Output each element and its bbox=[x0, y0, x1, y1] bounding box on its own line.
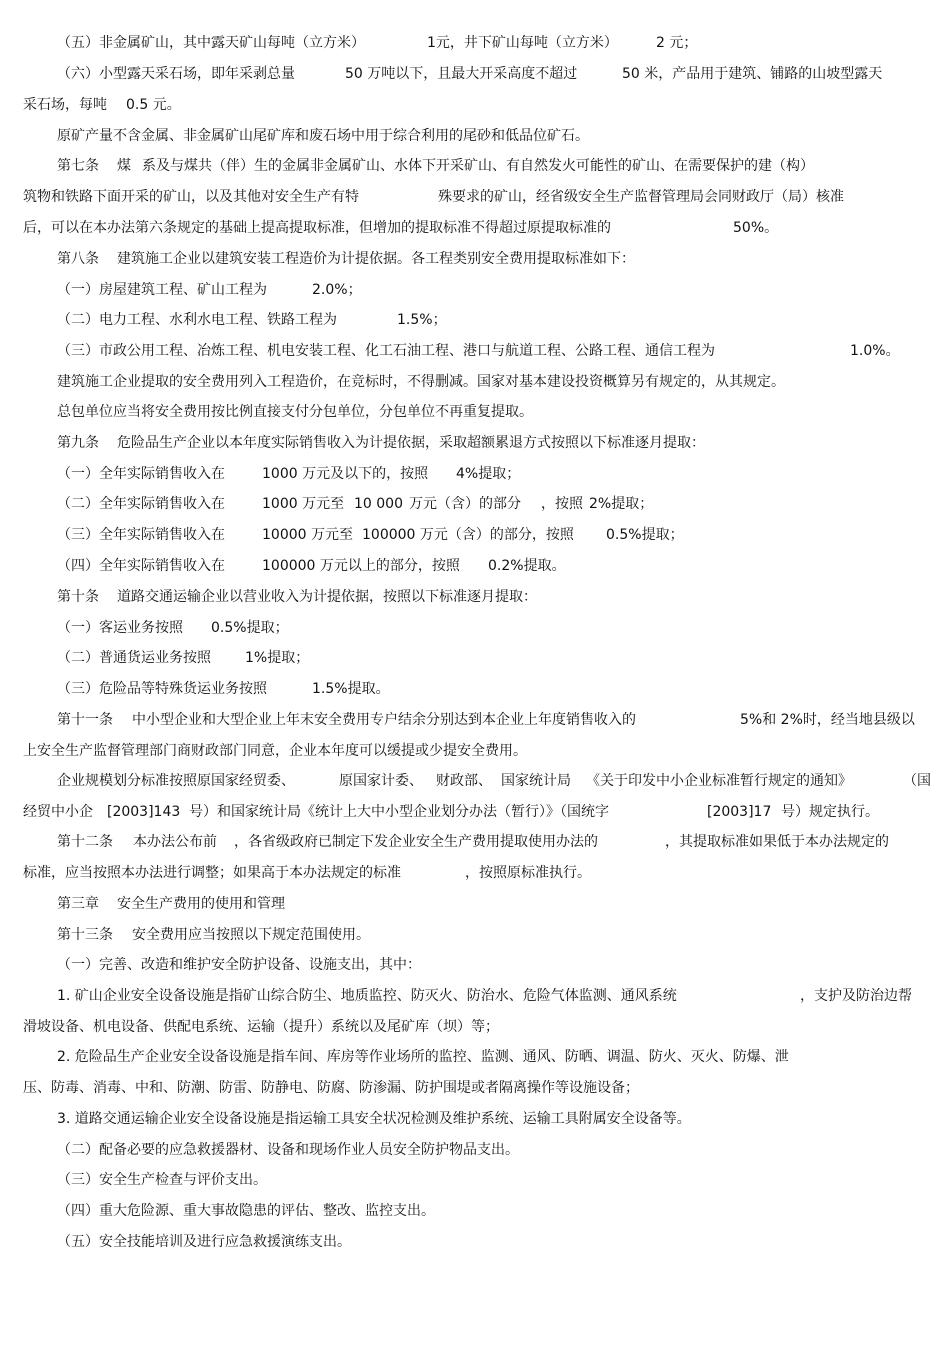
text-segment: 1.5%提取。 bbox=[312, 681, 390, 697]
text-line bbox=[0, 770, 950, 792]
text-segment: （五）非金属矿山，其中露天矿山每吨（立方米） bbox=[57, 35, 365, 51]
text-segment: （一）客运业务按照 bbox=[57, 620, 183, 636]
text-line bbox=[0, 924, 950, 946]
text-segment: ，支护及防治边帮 bbox=[800, 988, 912, 1004]
text-segment: 2 元； bbox=[656, 35, 698, 51]
text-segment: （五）安全技能培训及进行应急救援演练支出。 bbox=[57, 1234, 351, 1250]
text-segment: 3. 道路交通运输企业安全设备设施是指运输工具安全状况检测及维护系统、运输工具附属安全设备等。 bbox=[57, 1111, 691, 1127]
text-line bbox=[0, 1046, 950, 1068]
text-segment: ，按照 bbox=[541, 496, 583, 512]
text-segment: 殊要求的矿山，经省级安全生产监督管理局会同财政厅（局）核准 bbox=[438, 189, 844, 205]
text-segment: （三）全年实际销售收入在 bbox=[57, 527, 225, 543]
text-line bbox=[0, 401, 950, 423]
text-segment: 原国家计委、 bbox=[339, 773, 423, 789]
text-segment: 煤 bbox=[117, 158, 131, 174]
text-line bbox=[0, 709, 950, 731]
text-segment: 1.5%； bbox=[397, 312, 447, 328]
text-segment: 第十三条 bbox=[57, 927, 113, 943]
text-segment: 原矿产量不含金属、非金属矿山尾矿库和废石场中用于综合利用的尾砂和低品位矿石。 bbox=[57, 128, 589, 144]
text-segment: （六）小型露天采石场，即年采剥总量 bbox=[57, 66, 295, 82]
text-segment: 危险品生产企业以本年度实际销售收入为计提依据，采取超额累退方式按照以下标准逐月提取： bbox=[117, 435, 705, 451]
text-segment: （三）危险品等特殊货运业务按照 bbox=[57, 681, 267, 697]
text-line bbox=[0, 1077, 950, 1099]
text-segment: 2.0%； bbox=[312, 282, 362, 298]
text-segment: 系及与煤共（伴）生的金属非金属矿山、水体下开采矿山、有自然发火可能性的矿山、在需要保护的建（构） bbox=[142, 158, 814, 174]
text-segment: ，按照原标准执行。 bbox=[465, 865, 591, 881]
text-line bbox=[0, 1231, 950, 1253]
text-segment: 滑坡设备、机电设备、供配电系统、运输（提升）系统以及尾矿库（坝）等； bbox=[23, 1019, 499, 1035]
text-line bbox=[0, 555, 950, 577]
text-segment: 10000 万元至 bbox=[262, 527, 353, 543]
text-segment: 10 000 bbox=[354, 496, 403, 512]
text-line bbox=[0, 1016, 950, 1038]
text-line bbox=[0, 63, 950, 85]
text-line bbox=[0, 340, 950, 362]
text-segment: 50%。 bbox=[733, 220, 779, 236]
text-segment: ，其提取标准如果低于本办法规定的 bbox=[665, 834, 889, 850]
text-line bbox=[0, 801, 950, 823]
text-segment: （三）市政公用工程、冶炼工程、机电安装工程、化工石油工程、港口与航道工程、公路工程、通信工程为 bbox=[57, 343, 715, 359]
text-segment: 第三章 bbox=[57, 896, 99, 912]
text-segment: 第十二条 bbox=[57, 834, 113, 850]
text-line bbox=[0, 371, 950, 393]
text-segment: 第八条 bbox=[57, 251, 99, 267]
text-segment: 本办法公布前 bbox=[133, 834, 217, 850]
text-segment: 《关于印发中小企业标准暂行规定的通知》 bbox=[586, 773, 852, 789]
text-segment: 100000 万元（含）的部分，按照 bbox=[362, 527, 574, 543]
text-line bbox=[0, 1139, 950, 1161]
text-line bbox=[0, 32, 950, 54]
text-segment: 标准，应当按照本办法进行调整；如果高于本办法规定的标准 bbox=[23, 865, 401, 881]
text-segment: 5%和 2%时，经当地县级以 bbox=[740, 712, 915, 728]
text-segment: 国家统计局 bbox=[501, 773, 571, 789]
text-segment: 1%提取； bbox=[245, 650, 310, 666]
text-segment: 0.5 元。 bbox=[126, 97, 181, 113]
text-segment: 100000 万元以上的部分，按照 bbox=[262, 558, 460, 574]
text-line bbox=[0, 586, 950, 608]
text-segment: 1.0%。 bbox=[850, 343, 900, 359]
text-segment: 50 万吨以下，且最大开采高度不超过 bbox=[345, 66, 578, 82]
text-line bbox=[0, 647, 950, 669]
text-segment: 第七条 bbox=[57, 158, 99, 174]
text-line bbox=[0, 125, 950, 147]
text-segment: 第十一条 bbox=[57, 712, 113, 728]
text-line bbox=[0, 186, 950, 208]
text-line bbox=[0, 831, 950, 853]
text-line bbox=[0, 279, 950, 301]
text-line bbox=[0, 493, 950, 515]
text-segment: ，各省级政府已制定下发企业安全生产费用提取使用办法的 bbox=[234, 834, 598, 850]
text-segment: [2003]17 bbox=[707, 804, 772, 820]
text-segment: 上安全生产监督管理部门商财政部门同意，企业本年度可以缓提或少提安全费用。 bbox=[23, 743, 527, 759]
text-segment: 1. 矿山企业安全设备设施是指矿山综合防尘、地质监控、防灭火、防治水、危险气体监测、通风系统 bbox=[57, 988, 677, 1004]
text-line bbox=[0, 524, 950, 546]
text-segment: 第九条 bbox=[57, 435, 99, 451]
text-segment: （一）全年实际销售收入在 bbox=[57, 466, 225, 482]
text-segment: （一）房屋建筑工程、矿山工程为 bbox=[57, 282, 267, 298]
text-segment: 压、防毒、消毒、中和、防潮、防雷、防静电、防腐、防渗漏、防护围堤或者隔离操作等设施设备； bbox=[23, 1080, 639, 1096]
text-segment: （四）全年实际销售收入在 bbox=[57, 558, 225, 574]
text-line bbox=[0, 893, 950, 915]
text-segment: 2. 危险品生产企业安全设备设施是指车间、库房等作业场所的监控、监测、通风、防晒、调温、防火、灭火、防爆、泄 bbox=[57, 1049, 789, 1065]
text-line bbox=[0, 463, 950, 485]
text-segment: 采石场，每吨 bbox=[23, 97, 107, 113]
text-segment: 经贸中小企 bbox=[23, 804, 93, 820]
text-line bbox=[0, 985, 950, 1007]
text-line bbox=[0, 617, 950, 639]
text-segment: （四）重大危险源、重大事故隐患的评估、整改、监控支出。 bbox=[57, 1203, 435, 1219]
text-segment: （一）完善、改造和维护安全防护设备、设施支出，其中： bbox=[57, 957, 421, 973]
text-line bbox=[0, 309, 950, 331]
text-line bbox=[0, 155, 950, 177]
text-segment: 企业规模划分标准按照原国家经贸委、 bbox=[57, 773, 295, 789]
text-segment: 0.2%提取。 bbox=[488, 558, 566, 574]
text-line bbox=[0, 248, 950, 270]
text-segment: 安全生产费用的使用和管理 bbox=[117, 896, 285, 912]
text-segment: 0.5%提取； bbox=[606, 527, 684, 543]
text-line bbox=[0, 740, 950, 762]
text-segment: 0.5%提取； bbox=[211, 620, 289, 636]
text-segment: 1000 万元及以下的，按照 bbox=[262, 466, 429, 482]
text-line bbox=[0, 1200, 950, 1222]
text-segment: 万元（含）的部分 bbox=[409, 496, 521, 512]
text-segment: 1000 万元至 bbox=[262, 496, 345, 512]
text-segment: 中小型企业和大型企业上年末安全费用专户结余分别达到本企业上年度销售收入的 bbox=[132, 712, 636, 728]
text-line bbox=[0, 432, 950, 454]
text-segment: [2003]143 bbox=[107, 804, 181, 820]
text-segment: （二）电力工程、水利水电工程、铁路工程为 bbox=[57, 312, 337, 328]
text-segment: 建筑施工企业提取的安全费用列入工程造价，在竞标时，不得删减。国家对基本建设投资概算另有规定的，从其规定。 bbox=[57, 374, 785, 390]
text-segment: （国 bbox=[903, 773, 931, 789]
text-line bbox=[0, 954, 950, 976]
text-segment: 1元，井下矿山每吨（立方米） bbox=[427, 35, 618, 51]
text-segment: 2%提取； bbox=[589, 496, 654, 512]
text-line bbox=[0, 862, 950, 884]
text-line bbox=[0, 217, 950, 239]
text-segment: （二）普通货运业务按照 bbox=[57, 650, 211, 666]
text-segment: 第十条 bbox=[57, 589, 99, 605]
text-line bbox=[0, 94, 950, 116]
text-segment: 总包单位应当将安全费用按比例直接支付分包单位，分包单位不再重复提取。 bbox=[57, 404, 533, 420]
text-line bbox=[0, 1108, 950, 1130]
text-line bbox=[0, 1169, 950, 1191]
text-segment: 4%提取； bbox=[456, 466, 521, 482]
text-segment: （二）全年实际销售收入在 bbox=[57, 496, 225, 512]
text-segment: 50 米，产品用于建筑、铺路的山坡型露天 bbox=[622, 66, 883, 82]
text-line bbox=[0, 678, 950, 700]
text-segment: 后，可以在本办法第六条规定的基础上提高提取标准，但增加的提取标准不得超过原提取标准的 bbox=[23, 220, 611, 236]
text-segment: 号）和国家统计局《统计上大中小型企业划分办法（暂行）》（国统字 bbox=[189, 804, 609, 820]
text-segment: （二）配备必要的应急救援器材、设备和现场作业人员安全防护物品支出。 bbox=[57, 1142, 519, 1158]
text-segment: （三）安全生产检查与评价支出。 bbox=[57, 1172, 267, 1188]
text-segment: 号）规定执行。 bbox=[781, 804, 879, 820]
text-segment: 财政部、 bbox=[436, 773, 492, 789]
text-segment: 道路交通运输企业以营业收入为计提依据，按照以下标准逐月提取： bbox=[117, 589, 537, 605]
text-segment: 安全费用应当按照以下规定范围使用。 bbox=[132, 927, 370, 943]
text-segment: 建筑施工企业以建筑安装工程造价为计提依据。各工程类别安全费用提取标准如下： bbox=[117, 251, 635, 267]
text-segment: 筑物和铁路下面开采的矿山，以及其他对安全生产有特 bbox=[23, 189, 359, 205]
